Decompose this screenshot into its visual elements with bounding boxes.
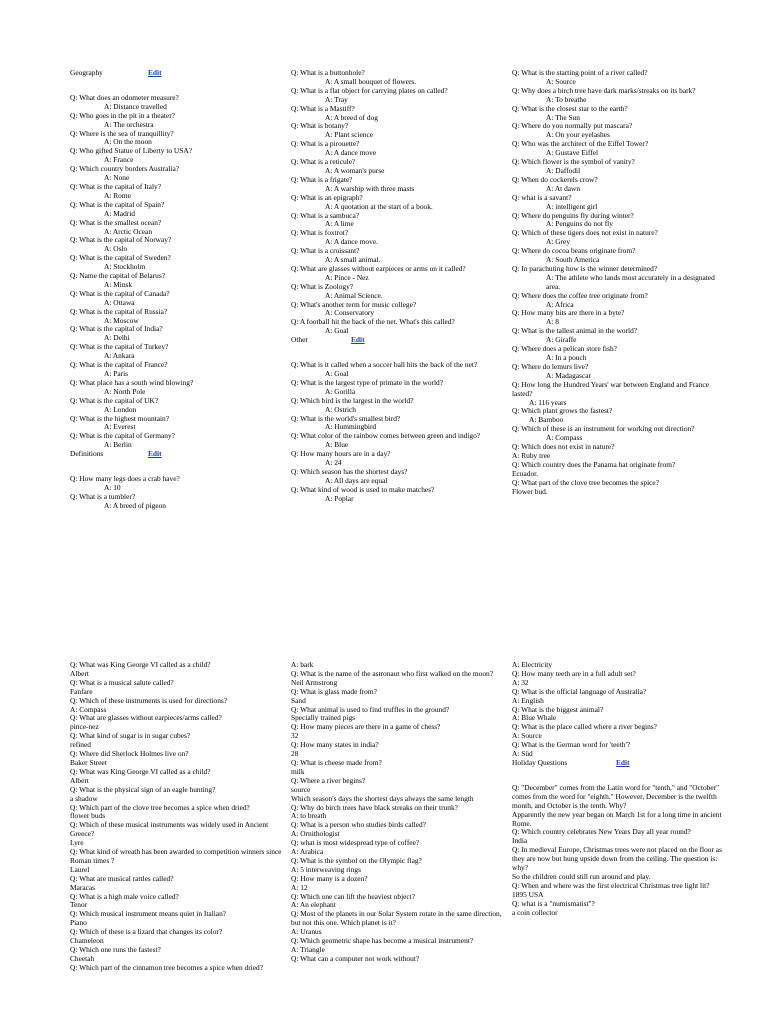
answer-text: A: London xyxy=(104,404,137,414)
section-header-holiday xyxy=(512,759,727,768)
answer-text: A: On your eyelashes xyxy=(546,130,610,140)
answer-text: A: 24 xyxy=(325,458,342,468)
text-line: 1895 USA xyxy=(512,889,544,899)
answer-text: A: Madagascar xyxy=(546,370,591,380)
text-line: Laurel xyxy=(70,864,90,874)
text-line: Q: What is the symbol on the Olympic flag? xyxy=(291,855,422,865)
answer-text: A: France xyxy=(104,155,134,165)
answer-text: A: 10 xyxy=(104,482,121,492)
question-text: Q: A football hit the back of the net. What's this called? xyxy=(291,317,455,327)
answer-text: A: Gustave Eiffel xyxy=(546,148,598,158)
question-text: Q: What is the capital of Canada? xyxy=(70,288,170,298)
text-line: 32 xyxy=(291,731,299,741)
text-line: Q: What is the name of the astronaut who first walked on the moon? xyxy=(291,668,494,678)
text-line: Q: Which part of the clove tree becomes a spice when dried? xyxy=(70,802,250,812)
question-text: Q: Where do penguins fly during winter? xyxy=(512,210,634,220)
text-line: Q: Which one can lift the heaviest object? xyxy=(291,891,416,901)
text-line: Q: Most of the planets in our Solar System rotate in the same direction, but not this one. Which planet is it? xyxy=(291,909,502,928)
question-text: Q: What is the capital of Turkey? xyxy=(70,342,169,352)
question-text: Q: Which plant grows the fastest? xyxy=(512,406,613,416)
edit-link[interactable]: Edit xyxy=(148,449,162,459)
answer-text: A: A woman's purse xyxy=(325,165,385,175)
qa-list xyxy=(70,475,285,511)
question-text: Q: What is the tallest animal in the world? xyxy=(512,326,638,336)
question-text: Q: What is the capital of UK? xyxy=(70,395,159,405)
edit-link[interactable]: Edit xyxy=(616,757,630,767)
text-line: a shadow xyxy=(70,793,98,803)
question-text: Q: Which flower is the symbol of vanity? xyxy=(512,157,635,167)
text-line: Q: Why do birch trees have black streaks on their trunk? xyxy=(291,802,458,812)
text-line: refined xyxy=(70,740,91,750)
question-text: Q: Which bird is the largest in the world? xyxy=(291,395,414,405)
text-line: Cheetah xyxy=(70,953,95,963)
answer-text: A: A warship with three masts xyxy=(325,183,415,193)
question-text: Q: What is the capital of France? xyxy=(70,360,168,370)
text-lines xyxy=(291,661,506,964)
answer-text: A: South America xyxy=(546,255,600,265)
text-line: Q: How many pieces are there in a game of chess? xyxy=(291,722,441,732)
text-line: A: 32 xyxy=(512,677,529,687)
text-line: A: Compass xyxy=(70,704,107,714)
text-line: A: Ornithologist xyxy=(291,829,340,839)
text-line: Q: What is a high male voice called? xyxy=(70,891,179,901)
question-text: Q: What is it called when a soccer ball hits the back of the net? xyxy=(291,360,478,370)
question-text: Q: What is a flat object for carrying plates on called? xyxy=(291,85,448,95)
qa-list xyxy=(291,69,506,336)
answer-text: A: Ankara xyxy=(104,351,135,361)
text-line: Q: What is the official language of Australia? xyxy=(512,686,647,696)
question-text: Q: What is an epigraph? xyxy=(291,192,363,202)
text-line: Q: Which part of the cinnamon tree becomes a spice when dried? xyxy=(70,962,263,972)
answer-text: A: Paris xyxy=(104,369,129,378)
question-text: Q: What is a tumbler? xyxy=(70,491,136,501)
question-text: Q: What is the largest type of primate in the world? xyxy=(291,377,444,387)
question-text: Q: What is a croissant? xyxy=(291,246,360,256)
text-line: A: bark xyxy=(291,660,314,669)
question-text: Q: Which season has the shortest days? xyxy=(291,466,408,476)
answer-text: A: Moscow xyxy=(104,315,139,325)
text-line: milk xyxy=(291,766,305,776)
answer-text: A: In a pouch xyxy=(546,353,587,362)
answer-text: A: Arctic Ocean xyxy=(104,226,153,236)
question-text: Q: What is the highest mountain? xyxy=(70,413,170,423)
answer-text: A: Penguins do not fly xyxy=(546,219,613,229)
text-line: Maracas xyxy=(70,882,96,892)
question-text: Q: What is the capital of Spain? xyxy=(70,199,165,209)
question-text: Q: Which country borders Australia? xyxy=(70,164,180,174)
text-line: Q: What is cheese made from? xyxy=(291,757,382,767)
question-text: Q: What is the starting point of a river called? xyxy=(512,68,648,77)
answer-text: A: Pince - Nez xyxy=(325,272,369,282)
question-text: Q: Name the capital of Belarus? xyxy=(70,271,166,281)
text-line: Q: Which country celebrates New Years Day all year round? xyxy=(512,827,691,837)
answer-text: A: To breathe xyxy=(546,94,587,104)
question-text: Q: Where do cocoa beans originate from? xyxy=(512,246,636,256)
answer-text: A: Everest xyxy=(104,422,136,432)
question-text: Q: What is the capital of Sweden? xyxy=(70,253,171,263)
text-line: flower buds xyxy=(70,811,106,821)
edit-link[interactable]: Edit xyxy=(148,68,162,77)
question-text: Q: What is a Mastiff? xyxy=(291,103,355,113)
answer-text: A: Bamboo xyxy=(529,415,564,425)
page2-column-1 xyxy=(70,661,285,973)
text-line: 28 xyxy=(291,749,299,759)
text-line: Q: What is the place called where a river begins? xyxy=(512,722,657,732)
text-line: A: Electricity xyxy=(512,660,553,669)
question-text: Q: How many hours are in a day? xyxy=(291,449,391,459)
question-text: Q: What's another term for music college? xyxy=(291,299,417,309)
answer-text: A: On the moon xyxy=(104,137,152,147)
text-line: Q: When and where was the first electrical Christmas tree light lit? xyxy=(512,880,710,890)
answer-text: A: A small bouquet of flowers. xyxy=(325,76,417,86)
section-header-definitions xyxy=(70,450,285,459)
question-text: Q: What is a reticule? xyxy=(291,157,356,167)
question-text: Q: How many bits are there in a byte? xyxy=(512,308,625,318)
answer-text: A: Giraffe xyxy=(546,335,577,345)
question-text: Q: What is the capital of India? xyxy=(70,324,163,334)
question-text: Q: What is the smallest ocean? xyxy=(70,217,162,227)
question-text: Q: Which does not exist in nature? xyxy=(512,442,615,452)
answer-text: Flower bud. xyxy=(512,486,548,496)
question-text: Q: How long the Hundred Years' war between England and France lasted? xyxy=(512,379,709,398)
text-line: Q: What is the biggest animal? xyxy=(512,704,604,714)
text-line: Q: What was King George VI called as a child? xyxy=(70,766,211,776)
answer-text: A: A breed of pigeon xyxy=(104,500,166,510)
question-text: Q: What is a pirouette? xyxy=(291,139,360,149)
section-title: Other xyxy=(291,335,308,345)
text-line: Q: What is a musical salute called? xyxy=(70,677,174,687)
question-text: Q: What is botany? xyxy=(291,121,349,131)
answer-text: A: North Pole xyxy=(104,386,146,396)
answer-text: A: Minsk xyxy=(104,279,133,289)
question-text: Q: What is the capital of Italy? xyxy=(70,181,161,191)
text-line: Q: What can a computer not work without? xyxy=(291,953,420,963)
answer-text: A: 8 xyxy=(546,317,559,327)
text-line: Q: What was King George VI called as a child? xyxy=(70,660,211,669)
answer-text: A: Plant science xyxy=(325,130,374,140)
section-header-geography xyxy=(70,69,285,78)
text-line: A: An elephant xyxy=(291,900,336,910)
answer-text: A: Ruby tree xyxy=(512,450,551,460)
answer-text: A: Africa xyxy=(546,299,574,309)
answer-text: A: Stockholm xyxy=(104,262,146,272)
text-line: Fanfare xyxy=(70,686,93,696)
text-line: Q: What is glass made from? xyxy=(291,686,377,696)
answer-text: A: Madrid xyxy=(104,208,135,218)
text-line: Q: Which of these musical instruments was widely used in Ancient Greece? xyxy=(70,820,269,839)
question-text: Q: Where do lemurs live? xyxy=(512,361,589,371)
text-line: Q: In medieval Europe, Christmas trees were not placed on the floor as they are now but hung upside down from the ceiling. The question is: why? xyxy=(512,845,722,873)
answer-text: A: Goal xyxy=(325,369,349,378)
text-line: A: Arabica xyxy=(291,847,324,857)
section-title: Definitions xyxy=(70,449,104,459)
answer-text: A: At dawn xyxy=(546,183,581,193)
text-line: A: Süd xyxy=(512,749,533,759)
text-line: Albert xyxy=(70,775,89,785)
answer-text: A: Ostrich xyxy=(325,404,356,414)
question-text: Q: What is a frigate? xyxy=(291,174,353,184)
text-line: A: Uranus xyxy=(291,927,322,937)
question-text: Q: What is the closest star to the earth? xyxy=(512,103,628,113)
question-text: Q: Which country does the Panama hat originate from? xyxy=(512,459,676,469)
answer-text: A: Ottawa xyxy=(104,297,135,307)
answer-text: A: The Sun xyxy=(546,112,580,122)
text-line: A: 12 xyxy=(291,882,308,892)
answer-text: A: Berlin xyxy=(104,440,132,450)
text-line: Q: What is a person who studies birds called? xyxy=(291,820,426,830)
text-line: Q: What is the German word for 'teeth'? xyxy=(512,740,631,750)
page2-column-3 xyxy=(512,661,727,917)
question-text: Q: What is Zoology? xyxy=(291,281,354,291)
answer-text: A: A dance move. xyxy=(325,237,378,247)
answer-text: A: intelligent girl xyxy=(546,201,598,211)
qa-list xyxy=(512,69,727,497)
text-line: Q: What kind of wreath has been awarded to competition winners since Roman times ? xyxy=(70,847,282,865)
question-text: Q: In parachuting how is the winner determined? xyxy=(512,263,658,273)
text-line: Q: What animal is used to find truffles in the ground? xyxy=(291,704,450,714)
answer-text: A: A breed of dog xyxy=(325,112,378,122)
text-line: Q: what is most widespread type of coffee? xyxy=(291,838,420,848)
answer-text: A: Grey xyxy=(546,237,571,247)
text-line: A: Triangle xyxy=(291,945,325,954)
question-text: Q: what is a savant? xyxy=(512,192,572,202)
text-line: A: 5 interweaving rings xyxy=(291,864,361,874)
text-line: Albert xyxy=(70,668,89,678)
text-line: Which season's days the shortest days always the same length xyxy=(291,793,474,803)
text-line: Lyre xyxy=(70,838,84,848)
text-lines xyxy=(512,661,727,759)
question-text: Q: What is a sambuca? xyxy=(291,210,359,220)
text-line: Q: Where a river begins? xyxy=(291,775,366,785)
text-line: Baker Street xyxy=(70,757,107,767)
question-text: Q: Where is the sea of tranquillity? xyxy=(70,128,174,138)
text-line: Q: Which one runs the fastest? xyxy=(70,945,161,954)
text-line: A: to breath xyxy=(291,811,327,821)
answer-text: A: Delhi xyxy=(104,333,130,343)
section-header-other xyxy=(291,336,506,345)
question-text: Q: What is the capital of Norway? xyxy=(70,235,172,245)
answer-text: A: The athlete who lands most accurately in a designated area. xyxy=(546,272,715,291)
question-text: Q: How many legs does a crab have? xyxy=(70,474,180,484)
text-line: Q: How many is a dozen? xyxy=(291,873,368,883)
question-text: Q: What part of the clove tree becomes the spice? xyxy=(512,477,659,487)
text-line: source xyxy=(291,784,311,794)
text-line: Q: Which geometric shape has become a musical instrument? xyxy=(291,936,474,946)
text-line: India xyxy=(512,836,528,846)
question-text: Q: Which of these is an instrument for working out direction? xyxy=(512,424,695,434)
text-line: Q: How many teeth are in a full adult set? xyxy=(512,668,636,678)
text-line: Q: What is the physical sign of an eagle hunting? xyxy=(70,784,216,794)
question-text: Q: Where does the coffee tree originate from? xyxy=(512,290,648,300)
question-text: Q: Where does a pelican store fish? xyxy=(512,344,617,354)
answer-text: A: Rome xyxy=(104,190,131,200)
question-text: Q: What color of the rainbow comes between green and indigo? xyxy=(291,431,481,441)
answer-text: A: Tray xyxy=(325,94,348,104)
answer-text: A: Goal xyxy=(325,326,349,336)
text-line: Piano xyxy=(70,918,87,928)
text-line: Tenor xyxy=(70,900,88,910)
answer-text: A: Animal Science. xyxy=(325,290,383,300)
answer-text: A: A dance move xyxy=(325,148,377,158)
text-lines xyxy=(70,661,285,973)
question-text: Q: Which of these tigers does not exist in nature? xyxy=(512,228,658,238)
question-text: Q: What is the capital of Russia? xyxy=(70,306,168,316)
answer-text: A: A quotation at the start of a book. xyxy=(325,201,433,211)
text-line: A: English xyxy=(512,695,544,705)
answer-text: A: None xyxy=(104,173,130,183)
text-line: a coin collector xyxy=(512,907,558,917)
text-line: Q: Which of these instruments is used for directions? xyxy=(70,695,228,705)
answer-text: A: Blue xyxy=(325,440,349,450)
page1-column-3 xyxy=(512,69,727,497)
answer-text: A: Source xyxy=(546,76,576,86)
answer-text: A: Compass xyxy=(546,433,583,443)
text-line: pince-nez xyxy=(70,722,99,732)
text-line: Q: Which musical instrument means quiet in Italian? xyxy=(70,909,227,919)
edit-link[interactable]: Edit xyxy=(351,335,365,345)
answer-text: A: A lime xyxy=(325,219,354,229)
qa-list xyxy=(291,361,506,504)
text-line: Apparently the new year began on March 1st for a long time in ancient Rome. xyxy=(512,809,722,828)
page1-column-2 xyxy=(291,69,506,504)
text-line: Q: What kind of sugar is in sugar cubes? xyxy=(70,731,191,741)
question-text: Q: What place has a south wind blowing? xyxy=(70,377,194,387)
text-line: Q: what is a "numismatist"? xyxy=(512,898,595,908)
text-line: Q: What are glasses without earpieces/arms called? xyxy=(70,713,222,723)
question-text: Q: Where do you normally put mascara? xyxy=(512,121,633,131)
page2-column-2 xyxy=(291,661,506,964)
answer-text: A: All days are equal xyxy=(325,475,388,485)
question-text: Q: What is the world's smallest bird? xyxy=(291,413,401,423)
text-line: Specially trained pigs xyxy=(291,713,356,723)
text-line: Neil Armstrong xyxy=(291,677,338,687)
question-text: Q: When do cockerels crow? xyxy=(512,174,598,184)
answer-text: A: A small animal. xyxy=(325,255,381,265)
answer-text: A: Distance travelled xyxy=(104,101,167,111)
answer-text: A: Gorilla xyxy=(325,386,356,396)
answer-text: A: Conservatory xyxy=(325,308,375,318)
text-line: Q: Which of these is a lizard that changes its color? xyxy=(70,927,223,937)
question-text: Q: Who goes in the pit in a theater? xyxy=(70,110,175,120)
answer-text: A: Poplar xyxy=(325,493,354,503)
section-title: Geography xyxy=(70,68,103,77)
text-line: Q: Where did Sherlock Holmes live on? xyxy=(70,749,189,759)
text-line: A: Source xyxy=(512,731,542,741)
answer-text: A: Daffodil xyxy=(546,165,581,175)
answer-text: A: 116 years xyxy=(529,397,567,407)
text-line: Q: "December" comes from the Latin word for "tenth," and "October" comes from the word for "eighth." However, December is the twelfth month, and October is the tenth. Why? xyxy=(512,782,720,810)
question-text: Q: What is a buttonhole? xyxy=(291,68,365,77)
text-line: Sand xyxy=(291,695,306,705)
question-text: Q: What is foxtrot? xyxy=(291,228,349,238)
text-line: Q: What are musical rattles called? xyxy=(70,873,174,883)
question-text: Q: What kind of wood is used to make matches? xyxy=(291,484,435,494)
answer-text: A: The orchestra xyxy=(104,119,154,129)
question-text: Q: What are glasses without earpieces or arms on it called? xyxy=(291,263,466,273)
question-text: Q: What does an odometer measure? xyxy=(70,92,179,102)
text-line: Chameleon xyxy=(70,936,104,946)
qa-list xyxy=(70,94,285,450)
section-title: Holiday Questions xyxy=(512,757,568,767)
page1-column-1 xyxy=(70,69,285,511)
text-line: Q: How many states in india? xyxy=(291,740,379,750)
text-line: A: Blue Whale xyxy=(512,713,557,723)
question-text: Q: Who was the architect of the Eiffel Tower? xyxy=(512,139,649,149)
question-text: Q: Who gifted Statue of Liberty to USA? xyxy=(70,146,192,156)
answer-text: A: Hummingbird xyxy=(325,422,377,432)
question-text: Q: What is the capital of Germany? xyxy=(70,431,175,441)
answer-text: A: Oslo xyxy=(104,244,128,254)
question-text: Q: Why does a birch tree have dark marks/streaks on its bark? xyxy=(512,85,696,95)
text-line: So the children could still run around and play. xyxy=(512,871,651,881)
answer-text: Ecuador. xyxy=(512,468,539,478)
text-lines xyxy=(512,784,727,918)
